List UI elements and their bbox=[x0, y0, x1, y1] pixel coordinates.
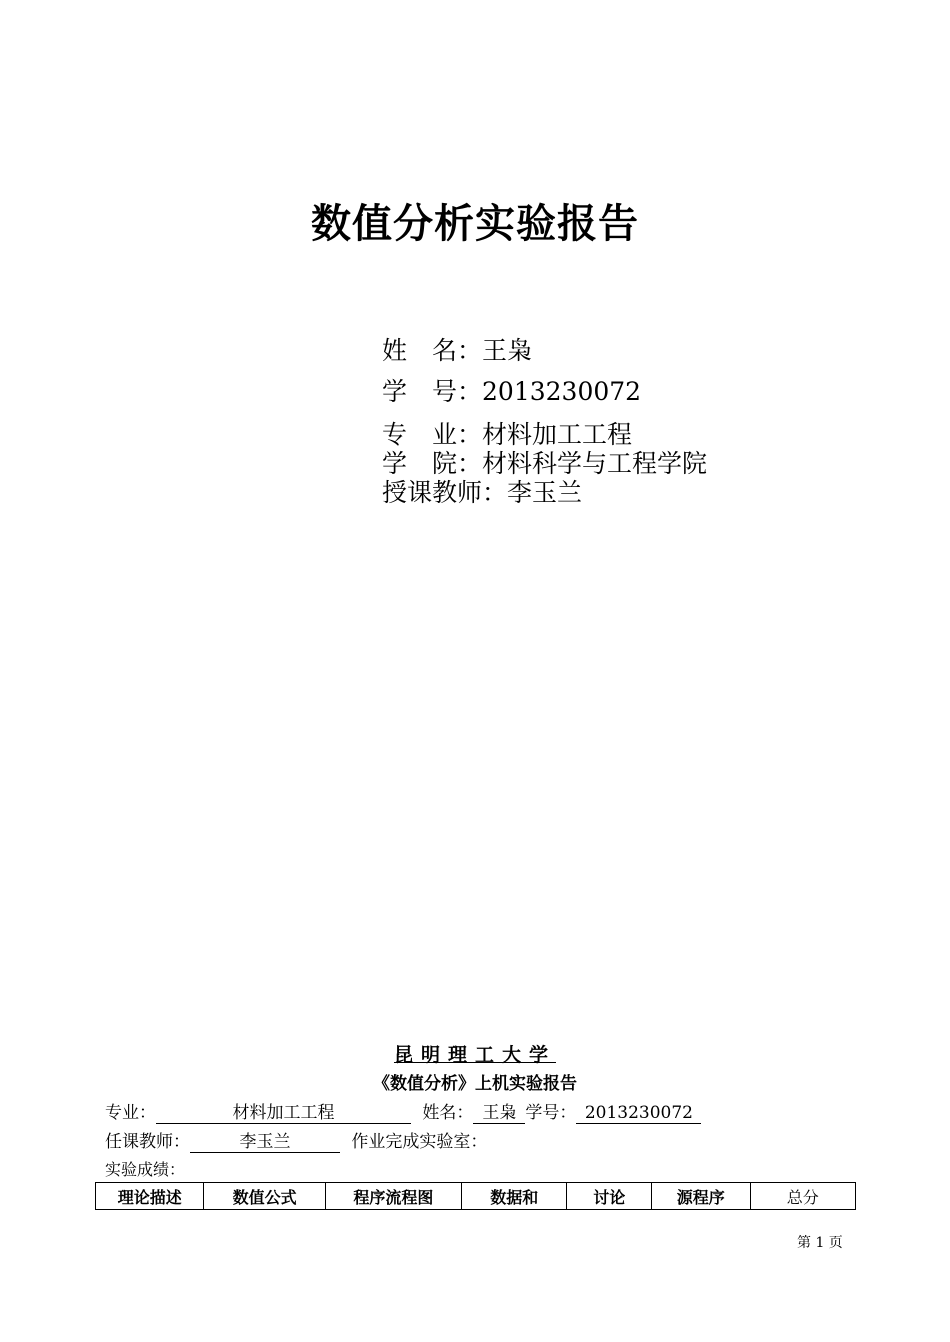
info-college-row bbox=[382, 450, 707, 478]
page-number: 第 1 页 bbox=[797, 1235, 843, 1251]
form-name-label: 姓名： bbox=[422, 1103, 474, 1123]
info-name-row bbox=[382, 337, 532, 365]
info-major-value: 材料加工工程 bbox=[482, 420, 633, 449]
score-header-cell: 源程序 bbox=[652, 1183, 750, 1210]
form-id-value: 2013230072 bbox=[576, 1103, 701, 1124]
score-header-cell: 讨论 bbox=[567, 1183, 652, 1210]
info-id-label: 学 号： bbox=[382, 377, 483, 406]
info-college-value: 材料科学与工程学院 bbox=[482, 449, 708, 478]
score-header-cell: 程序流程图 bbox=[325, 1183, 461, 1210]
form-lab-label: 作业完成实验室： bbox=[351, 1132, 488, 1152]
info-college-label: 学 院： bbox=[382, 449, 483, 478]
form-major-value: 材料加工工程 bbox=[156, 1103, 411, 1124]
form-major-label: 专业： bbox=[105, 1103, 156, 1123]
info-name-value: 王枭 bbox=[482, 336, 533, 365]
form-teacher-label: 任课教师： bbox=[105, 1132, 190, 1152]
form-grade-label: 实验成绩： bbox=[105, 1160, 186, 1179]
score-table bbox=[95, 1182, 856, 1210]
info-teacher-row bbox=[382, 479, 582, 507]
info-major-row bbox=[382, 421, 632, 449]
score-header-cell: 数值公式 bbox=[204, 1183, 325, 1210]
form-row-1 bbox=[105, 1098, 701, 1124]
score-header-cell: 理论描述 bbox=[96, 1183, 204, 1210]
score-header-cell: 总分 bbox=[750, 1183, 855, 1210]
form-name-value: 王枭 bbox=[473, 1103, 525, 1124]
info-id-value: 2013230072 bbox=[482, 377, 642, 406]
info-major-label: 专 业： bbox=[382, 420, 483, 449]
university-name: 昆明理工大学 bbox=[393, 1044, 556, 1066]
page-title: 数值分析实验报告 bbox=[311, 201, 639, 247]
form-id-label: 学号： bbox=[525, 1103, 577, 1123]
info-name-label: 姓 名： bbox=[382, 336, 483, 365]
form-row-2 bbox=[105, 1127, 487, 1153]
score-header-cell: 数据和 bbox=[462, 1183, 567, 1210]
info-id-row bbox=[382, 378, 641, 406]
info-teacher-label: 授课教师： bbox=[382, 478, 508, 507]
info-teacher-value: 李玉兰 bbox=[507, 478, 583, 507]
table-row bbox=[96, 1183, 856, 1210]
form-teacher-value: 李玉兰 bbox=[190, 1132, 340, 1153]
report-subtitle: 《数值分析》上机实验报告 bbox=[373, 1074, 577, 1094]
